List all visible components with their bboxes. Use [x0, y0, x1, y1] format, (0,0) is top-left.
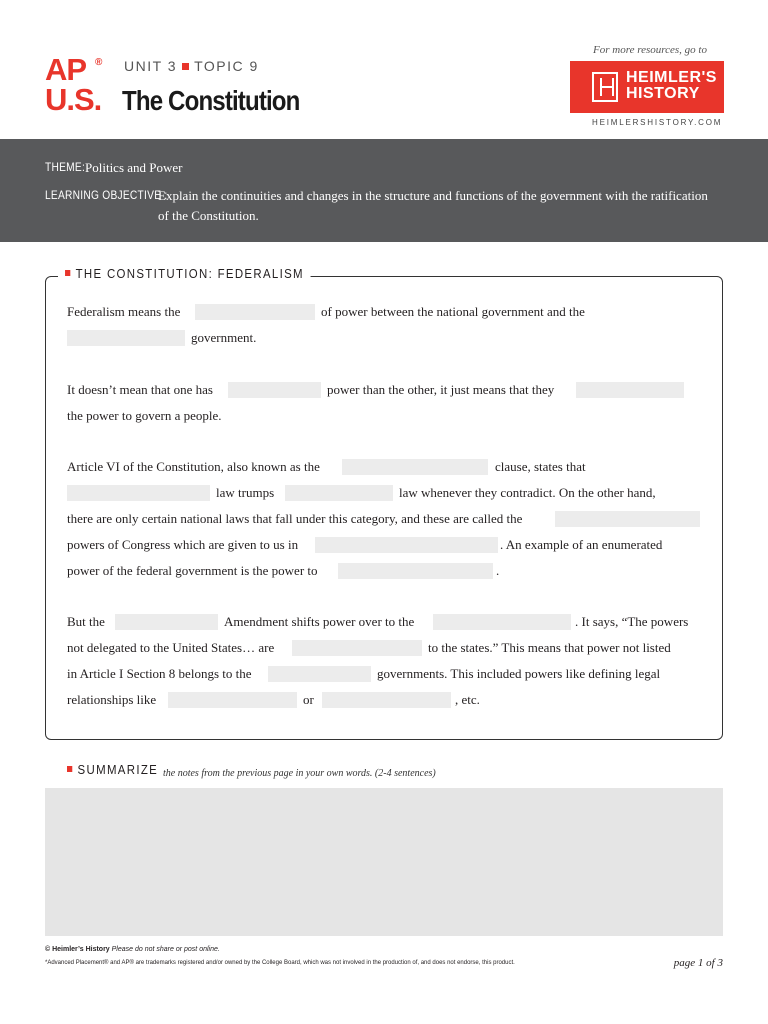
fill-blank-5[interactable] [342, 459, 488, 475]
unit-label: UNIT 3 [124, 58, 178, 74]
red-square-icon [67, 766, 72, 772]
red-square-icon [65, 270, 70, 276]
logo-us: U.S. [45, 82, 102, 117]
fill-blank-3[interactable] [228, 382, 321, 398]
text-p3-f: powers of Congress which are given to us in [67, 537, 299, 552]
text-p3-e: there are only certain national laws that fall under this category, and these are called the [67, 511, 523, 526]
text-p4-i: or [303, 692, 314, 707]
brand-line-2: HISTORY [626, 85, 700, 102]
text-p1-a: Federalism means the [67, 304, 181, 319]
text-p3-i: . [496, 563, 500, 578]
text-p3-b: clause, states that [495, 459, 586, 474]
heimlers-history-mark-icon [592, 72, 618, 102]
text-p2-b: power than the other, it just means that they [327, 382, 555, 397]
heimlers-history-logo[interactable] [570, 61, 724, 113]
fill-blank-2[interactable] [67, 330, 185, 346]
summarize-heading-text: SUMMARIZE [77, 762, 159, 777]
summary-writing-area[interactable] [45, 788, 723, 936]
text-p2-c: the power to govern a people. [67, 408, 222, 423]
text-p4-b: Amendment shifts power over to the [224, 614, 415, 629]
fill-blank-15[interactable] [168, 692, 297, 708]
theme-band [0, 139, 768, 242]
page-number: page 1 of 3 [673, 957, 723, 969]
brand-line-1: HEIMLER'S [626, 69, 717, 86]
fill-blank-6[interactable] [67, 485, 210, 501]
fill-blank-7[interactable] [285, 485, 393, 501]
text-p3-h: power of the federal government is the power to [67, 563, 318, 578]
fill-blank-4[interactable] [576, 382, 684, 398]
text-p1-c: government. [191, 330, 257, 345]
footer-trademark: *Advanced Placement® and AP® are trademarks registered and/or owned by the College Board, which was not involved in the production of, and does not endorse, this product. [45, 960, 515, 966]
text-p2-a: It doesn’t mean that one has [67, 382, 213, 397]
footer-copyright-line [45, 946, 220, 953]
footer-notice: Please do not share or post online. [111, 946, 220, 953]
fill-blank-10[interactable] [338, 563, 493, 579]
summarize-heading [67, 762, 158, 777]
learning-objective-label: LEARNING OBJECTIVE : [45, 188, 168, 202]
red-square-icon [182, 63, 189, 70]
text-p3-g: . An example of an enumerated [500, 537, 663, 552]
ap-us-logo [45, 52, 115, 117]
more-resources-text: For more resources, go to [593, 44, 707, 56]
text-p3-c: law trumps [216, 485, 275, 500]
text-p4-f: in Article I Section 8 belongs to the [67, 666, 252, 681]
footer-copyright: © Heimler’s History [45, 946, 110, 953]
text-p4-c: . It says, “The powers [575, 614, 689, 629]
text-p4-d: not delegated to the United States… are [67, 640, 275, 655]
fill-blank-11[interactable] [115, 614, 218, 630]
theme-value: Politics and Power [85, 160, 183, 175]
fill-blank-13[interactable] [292, 640, 422, 656]
page-title: The Constitution [122, 85, 300, 116]
section-heading [58, 266, 311, 281]
fill-blank-1[interactable] [195, 304, 315, 320]
logo-registered-mark: ® [95, 57, 103, 68]
text-p4-g: governments. This included powers like defining legal [377, 666, 661, 681]
logo-ap: AP [45, 52, 87, 87]
text-p4-e: to the states.” This means that power not listed [428, 640, 671, 655]
text-p3-a: Article VI of the Constitution, also known as the [67, 459, 320, 474]
topic-label: TOPIC 9 [194, 58, 259, 74]
text-p4-j: , etc. [455, 692, 480, 707]
fill-blank-16[interactable] [322, 692, 451, 708]
fill-blank-8[interactable] [555, 511, 700, 527]
brand-url-link[interactable]: HEIMLERSHISTORY.COM [592, 118, 723, 127]
learning-objective-value: Explain the continuities and changes in the structure and functions of the government with the ratification of the Constitution. [158, 188, 708, 223]
fill-blank-12[interactable] [433, 614, 571, 630]
theme-label: THEME: [45, 160, 86, 174]
text-p4-h: relationships like [67, 692, 157, 707]
brand-name [626, 70, 717, 102]
summarize-hint: the notes from the previous page in your own words. (2-4 sentences) [163, 768, 436, 779]
section-heading-text: THE CONSTITUTION: FEDERALISM [75, 266, 304, 281]
text-p1-b: of power between the national government and the [321, 304, 585, 319]
text-p4-a: But the [67, 614, 105, 629]
unit-topic-line [124, 58, 259, 74]
fill-blank-14[interactable] [268, 666, 371, 682]
fill-blank-9[interactable] [315, 537, 498, 553]
text-p3-d: law whenever they contradict. On the other hand, [399, 485, 656, 500]
